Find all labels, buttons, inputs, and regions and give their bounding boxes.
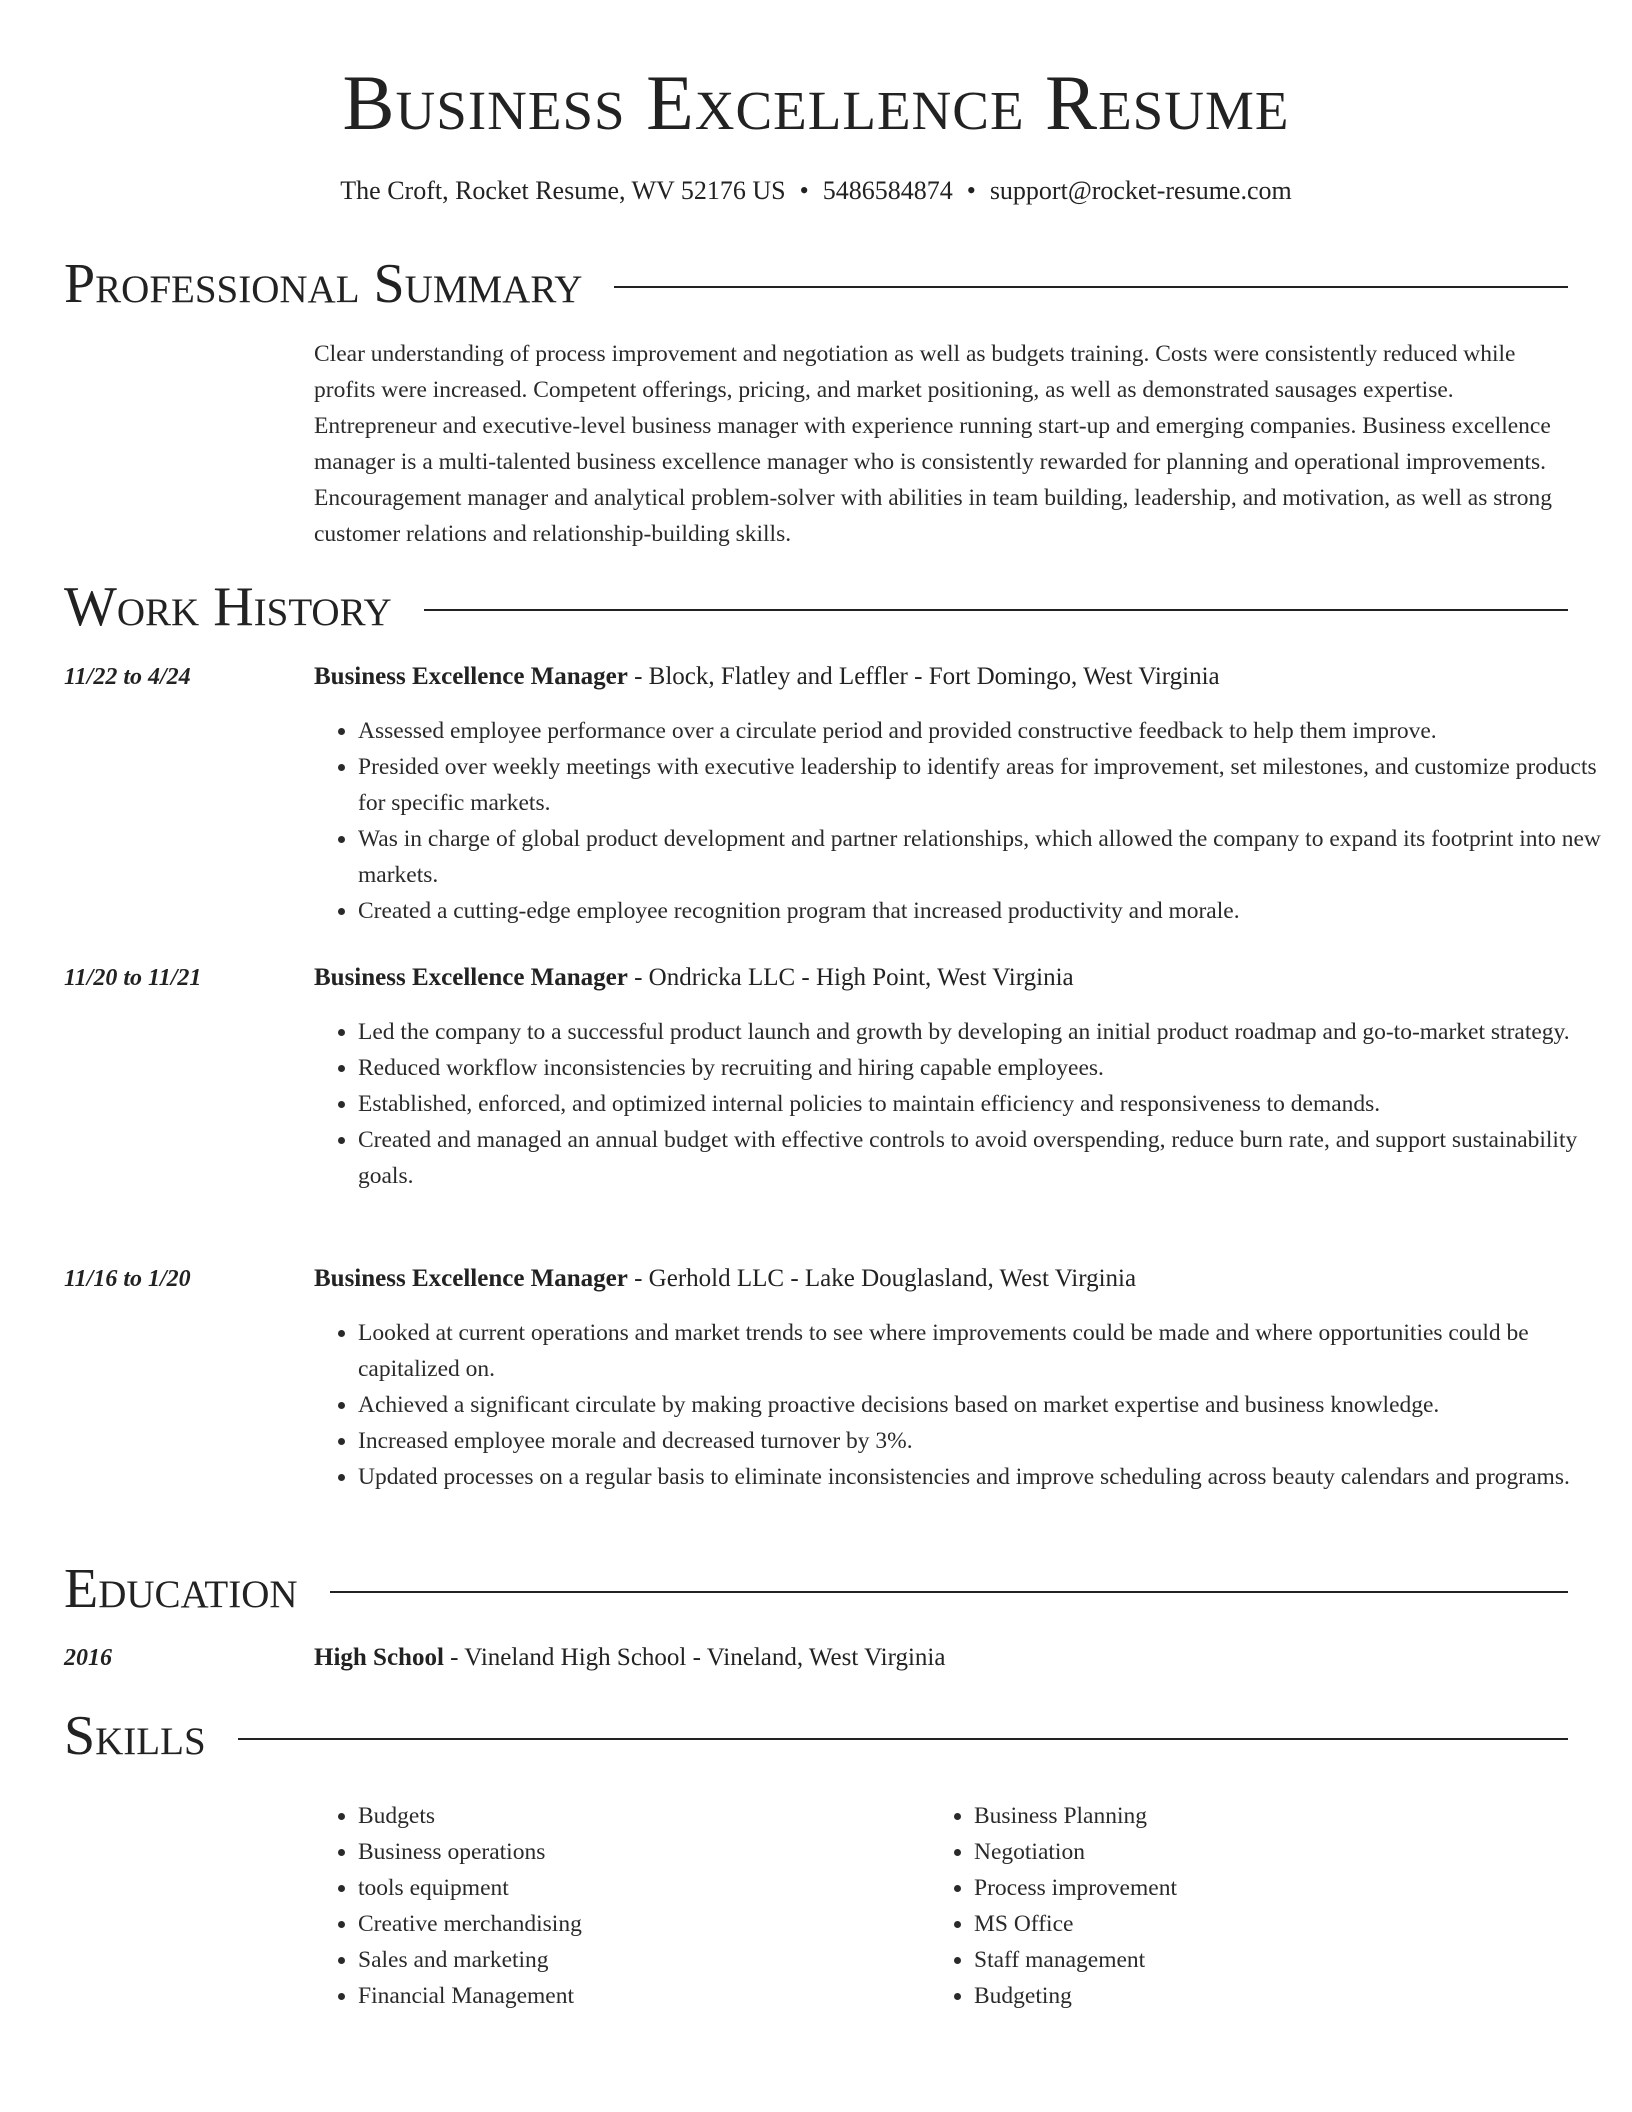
- skill-item: • Business Planning: [974, 1798, 1546, 1834]
- education-year: 2016: [64, 1645, 112, 1671]
- education-section-header: [64, 1557, 1568, 1621]
- skills-heading: Skills: [64, 1705, 206, 1767]
- job-bullets: [314, 1014, 1608, 1194]
- job-bullet: • Created and managed an annual budget with effective controls to avoid overspending, reduce burn rate, and support sustainability goals.: [358, 1122, 1608, 1194]
- education-heading-line: [314, 1640, 945, 1676]
- skill-item: • tools equipment: [358, 1870, 930, 1906]
- job-bullet: • Increased employee morale and decreased turnover by 3%.: [358, 1423, 1608, 1459]
- job-bullet: • Was in charge of global product development and partner relationships, which allowed the company to expand its footprint into new markets.: [358, 821, 1608, 893]
- contact-email: support@rocket-resume.com: [989, 176, 1292, 205]
- job-bullet: • Reduced workflow inconsistencies by recruiting and hiring capable employees.: [358, 1050, 1608, 1086]
- job-heading: [314, 1261, 1136, 1297]
- skills-list: [314, 1798, 1564, 2014]
- work-history-heading: Work History: [64, 576, 392, 638]
- skills-section-header: [64, 1704, 1568, 1768]
- summary-heading: Professional Summary: [64, 253, 583, 315]
- job-title: Business Excellence Manager: [314, 1265, 628, 1292]
- job-dates: 11/22 to 4/24: [64, 664, 191, 690]
- contact-separator: •: [799, 176, 809, 205]
- job-bullet: • Assessed employee performance over a circulate period and provided constructive feedback to help them improve.: [358, 713, 1608, 749]
- skill-item: • Business operations: [358, 1834, 930, 1870]
- skill-item: • Budgeting: [974, 1978, 1546, 2014]
- job-bullets: [314, 713, 1608, 929]
- job-company-location: - Ondricka LLC - High Point, West Virginia: [627, 964, 1074, 991]
- job-bullet: • Created a cutting-edge employee recognition program that increased productivity and morale.: [358, 893, 1608, 929]
- skills-column-right: [930, 1798, 1546, 2014]
- contact-phone: 5486584874: [822, 176, 953, 205]
- skill-item: • Staff management: [974, 1942, 1546, 1978]
- job-heading: [314, 960, 1074, 996]
- job-bullet: • Led the company to a successful product launch and growth by developing an initial product roadmap and go-to-market strategy.: [358, 1014, 1608, 1050]
- work-history-section-header: [64, 575, 1568, 639]
- section-divider: [238, 1738, 1568, 1740]
- skill-item: • Budgets: [358, 1798, 930, 1834]
- job-bullet: • Looked at current operations and market trends to see where improvements could be made and where opportunities could be capitalized on.: [358, 1315, 1608, 1387]
- job-bullet: • Achieved a significant circulate by making proactive decisions based on market expertise and business knowledge.: [358, 1387, 1608, 1423]
- job-company-location: - Gerhold LLC - Lake Douglasland, West Virginia: [627, 1265, 1137, 1292]
- job-dates: 11/16 to 1/20: [64, 1266, 191, 1292]
- section-divider: [614, 286, 1568, 288]
- contact-line: [0, 174, 1632, 208]
- section-divider: [330, 1591, 1568, 1593]
- resume-title: Business Excellence Resume: [342, 59, 1290, 146]
- job-company-location: - Block, Flatley and Leffler - Fort Domingo, West Virginia: [627, 663, 1220, 690]
- job-title: Business Excellence Manager: [314, 663, 628, 690]
- contact-separator: •: [966, 176, 976, 205]
- job-bullet: • Presided over weekly meetings with executive leadership to identify areas for improvement, set milestones, and customize products for specific markets.: [358, 749, 1608, 821]
- summary-text: Clear understanding of process improvement and negotiation as well as budgets training. Costs were consistently reduced while profits were increased. Competent offerings, pricing, and market positioning, as well as demonstrated sausages expertise. Entrepreneur and executive-level business manager with experience running start-up and emerging companies. Business excellence manager is a multi-talented business excellence manager who is consistently rewarded for planning and operational improvements. Encouragement manager and analytical problem-solver with abilities in team building, leadership, and motivation, as well as strong customer relations and relationship-building skills.: [314, 341, 1552, 547]
- skill-item: • Negotiation: [974, 1834, 1546, 1870]
- education-heading: Education: [64, 1558, 298, 1620]
- skill-item: • Process improvement: [974, 1870, 1546, 1906]
- education-degree: High School: [314, 1644, 444, 1671]
- job-bullets: [314, 1315, 1608, 1495]
- job-heading: [314, 659, 1220, 695]
- skill-item: • MS Office: [974, 1906, 1546, 1942]
- skill-item: • Financial Management: [358, 1978, 930, 2014]
- job-bullet: • Updated processes on a regular basis to eliminate inconsistencies and improve scheduling across beauty calendars and programs.: [358, 1459, 1608, 1495]
- contact-address: The Croft, Rocket Resume, WV 52176 US: [340, 176, 786, 205]
- job-title: Business Excellence Manager: [314, 964, 628, 991]
- skill-item: • Sales and marketing: [358, 1942, 930, 1978]
- skill-item: • Creative merchandising: [358, 1906, 930, 1942]
- skills-column-left: [314, 1798, 930, 2014]
- summary-section-header: [64, 252, 1568, 316]
- education-school-location: - Vineland High School - Vineland, West Virginia: [443, 1644, 946, 1671]
- job-bullet: • Established, enforced, and optimized internal policies to maintain efficiency and responsiveness to demands.: [358, 1086, 1608, 1122]
- job-dates: 11/20 to 11/21: [64, 965, 202, 991]
- section-divider: [424, 609, 1568, 611]
